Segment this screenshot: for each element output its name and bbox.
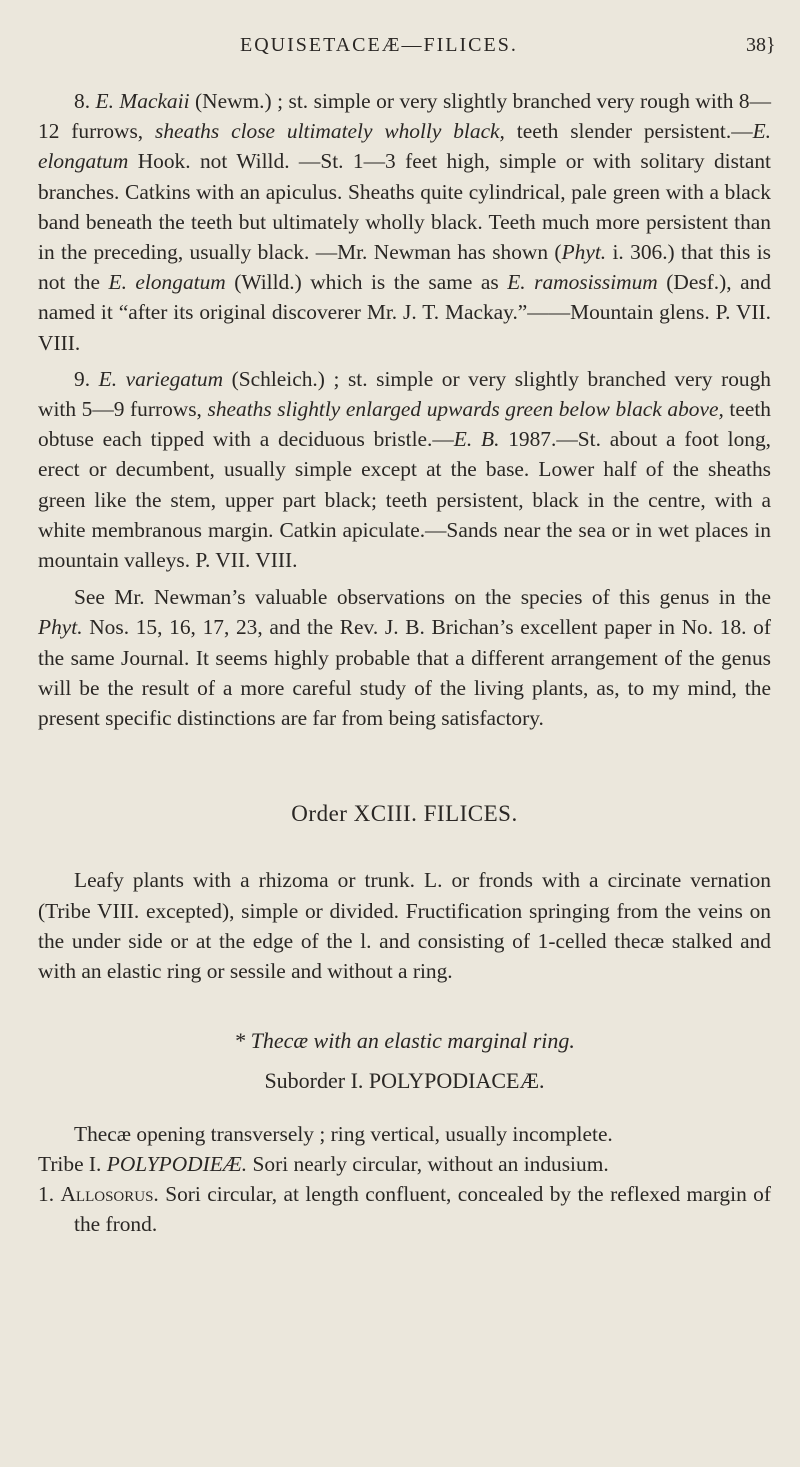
entry-italic: Phyt. bbox=[561, 240, 607, 265]
entry-text: teeth slender persistent.— bbox=[504, 119, 753, 144]
entry-italic: E. B. bbox=[453, 427, 500, 452]
order-description: Leafy plants with a rhizoma or trunk. L. or fronds with a circinate vernation (Tribe VIII. excepted), simple or divided. Fructification springing from the veins on the under side or at the edge of the l. and consisting of 1-celled thecæ stalked and with an elastic ring or sessile and without a ring. bbox=[38, 868, 771, 984]
entry-text: (Schleich.) ; st. simple or very slightly branched very rough with 5—9 furrows, bbox=[38, 366, 771, 422]
genus-name: Allosorus. bbox=[60, 1182, 159, 1207]
entry-text: (Newm.) ; st. simple or very slightly branched very rough with 8—12 furrows, bbox=[38, 89, 771, 144]
order-heading: Order XCIII. FILICES. bbox=[291, 801, 518, 827]
thecae-note: * Thecæ with an elastic marginal ring. bbox=[234, 1028, 575, 1054]
entry-italic: E. ramosissimum bbox=[507, 270, 658, 295]
entry-text: (Willd.) which is the same as bbox=[225, 270, 508, 295]
entry-text: See Mr. Newman’s valuable observations on the species of this genus in the bbox=[74, 585, 771, 610]
suborder-description bbox=[38, 1119, 771, 1149]
entry-italic: sheaths slightly enlarged upwards green below black above, bbox=[207, 397, 724, 422]
entry-text: Nos. 15, 16, 17, 23, and the Rev. J. B. Brichan’s excellent paper in No. 18. of the same Journal. It seems highly probable that a different arrangement of the genus will be the result of a more careful study of the living plants, as, to my mind, the present specific distinctions are far from being satisfactory. bbox=[38, 615, 771, 731]
tribe-label: Tribe I. bbox=[38, 1151, 107, 1176]
suborder-heading: Suborder I. POLYPODIACEÆ. bbox=[264, 1068, 545, 1094]
genus-entry bbox=[38, 1179, 771, 1239]
newman-note bbox=[38, 582, 771, 733]
entry-number: 1. bbox=[38, 1182, 61, 1207]
entry-number: 8. bbox=[74, 89, 96, 113]
page-body bbox=[38, 86, 771, 1240]
entry-italic: E. elongatum bbox=[38, 119, 772, 174]
entry-text: (Desf.), and named it “after its original discoverer Mr. J. T. Mackay.”——Mountain glens. P. VII. VIII. bbox=[38, 270, 771, 355]
entry-text: Sori nearly circular, without an indusium. bbox=[247, 1151, 609, 1176]
tribe-entry bbox=[38, 1149, 771, 1179]
species-entry-variegatum bbox=[38, 364, 771, 575]
running-title: EQUISETACEÆ—FILICES. bbox=[240, 34, 518, 56]
page-header bbox=[0, 34, 800, 64]
entry-text: opening transversely ; ring vertical, usually incomplete. bbox=[131, 1121, 613, 1146]
entry-text: teeth obtuse each tipped with a deciduous bristle.— bbox=[38, 397, 772, 452]
entry-number: 9. bbox=[74, 366, 99, 391]
species-name: E. Mackaii bbox=[95, 89, 190, 113]
entry-text: Thecæ bbox=[74, 1121, 132, 1146]
page-number: 38} bbox=[746, 34, 776, 56]
entry-italic: Phyt. bbox=[38, 615, 83, 640]
entry-text: Hook. not Willd. —St. 1—3 feet high, simple or with solitary distant branches. Catkins with an apiculus. Sheaths quite cylindrical, pale green with a black band beneath the teeth but ultimately wholly black. Teeth much more persistent than in the preceding, usually black. —Mr. Newman has shown ( bbox=[38, 149, 771, 265]
entry-italic: sheaths close ultimately wholly black, bbox=[155, 119, 505, 144]
species-entry-mackaii bbox=[38, 86, 771, 358]
tribe-name: POLYPODIEÆ. bbox=[106, 1151, 248, 1176]
entry-italic: E. elongatum bbox=[108, 270, 226, 295]
species-name: E. variegatum bbox=[98, 366, 224, 391]
entry-text: i. 306.) that this is not the bbox=[38, 240, 771, 295]
entry-text: 1987.—St. about a foot long, erect or decumbent, usually simple except at the base. Lower half of the sheaths green like the stem, upper part black; teeth persistent, black in the centre, with a white membranous margin. Catkin apiculate.—Sands near the sea or in wet places in mountain valleys. P. VII. VIII. bbox=[38, 427, 771, 573]
entry-text: Sori circular, at length confluent, concealed by the reflexed margin of the frond. bbox=[74, 1182, 772, 1237]
